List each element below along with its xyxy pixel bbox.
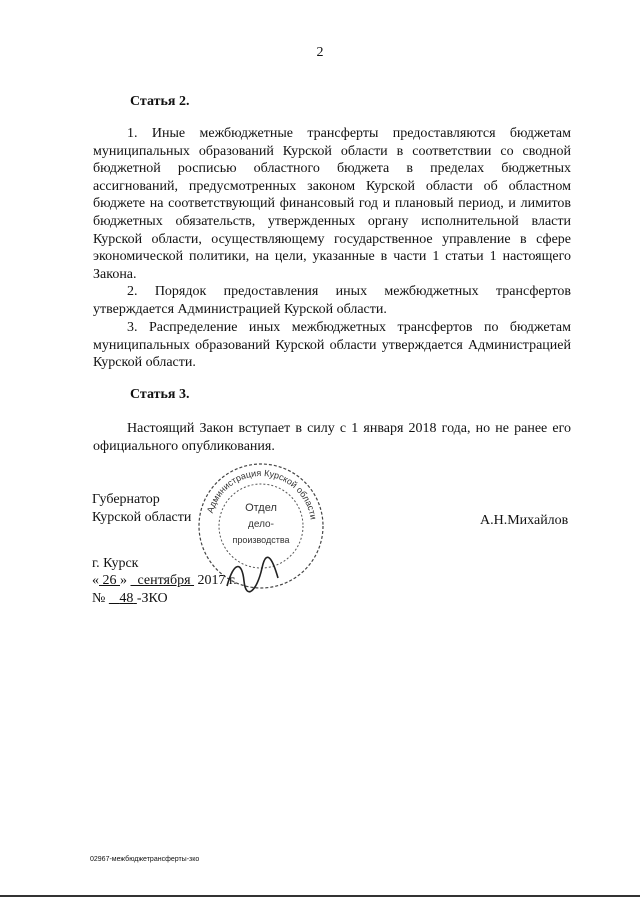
article-2-paragraph-2: 2. Порядок предоставления иных межбюджетных трансфертов утверждается Администрацией Курской области. [93, 284, 571, 317]
law-number [92, 591, 168, 607]
handwritten-signature [222, 556, 282, 596]
stamp-ring-text: Администрация Курской области [204, 467, 319, 521]
file-code: 02967-межбюджетрансферты-зко [90, 856, 200, 863]
governor-title-line2: Курской области [92, 510, 192, 525]
date-year: 2017 г. [197, 573, 237, 588]
number-sign: № [92, 591, 106, 606]
number-value: 48 [119, 591, 134, 606]
article-2-heading: Статья 2. [130, 94, 190, 109]
stamp-center-line2: дело- [248, 519, 274, 530]
city: г. Курск [92, 556, 139, 571]
article-3-heading: Статья 3. [130, 387, 190, 402]
date-day: 26 [102, 573, 117, 588]
governor-name: А.Н.Михайлов [480, 513, 569, 528]
article-2-paragraph-3: 3. Распределение иных межбюджетных трансфертов по бюджетам муниципальных образований Курской области утверждается Администрацией Курской области. [93, 320, 571, 371]
page-number: 2 [316, 45, 324, 60]
article-2-paragraph-1: 1. Иные межбюджетные трансферты предоставляются бюджетам муниципальных образований Курской области в соответствии со сводной бюджетной росписью областного бюджета в пределах бюджетных ассигнований, предусмотренных законом Курской области об областном бюджете на соответствующий финансовый год и плановый период, и лимитов бюджетных обязательств, утвержденных органу исполнительной власти Курской области, осуществляющему государственное управление в сфере экономической политики, на цели, указанные в части 1 статьи 1 настоящего Закона. [93, 126, 571, 282]
date-quote-close: » [120, 573, 127, 588]
stamp-center-line1: Отдел [245, 502, 277, 514]
date-quote-open: « [92, 573, 99, 588]
date-month: сентября [137, 573, 191, 588]
stamp-center-line3: производства [232, 535, 290, 545]
bottom-rule [0, 895, 640, 897]
article-3-paragraph-1: Настоящий Закон вступает в силу с 1 января 2018 года, но не ранее его официального опубликования. [93, 421, 571, 454]
governor-title-line1: Губернатор [92, 492, 160, 507]
number-suffix: -ЗКО [136, 591, 168, 606]
